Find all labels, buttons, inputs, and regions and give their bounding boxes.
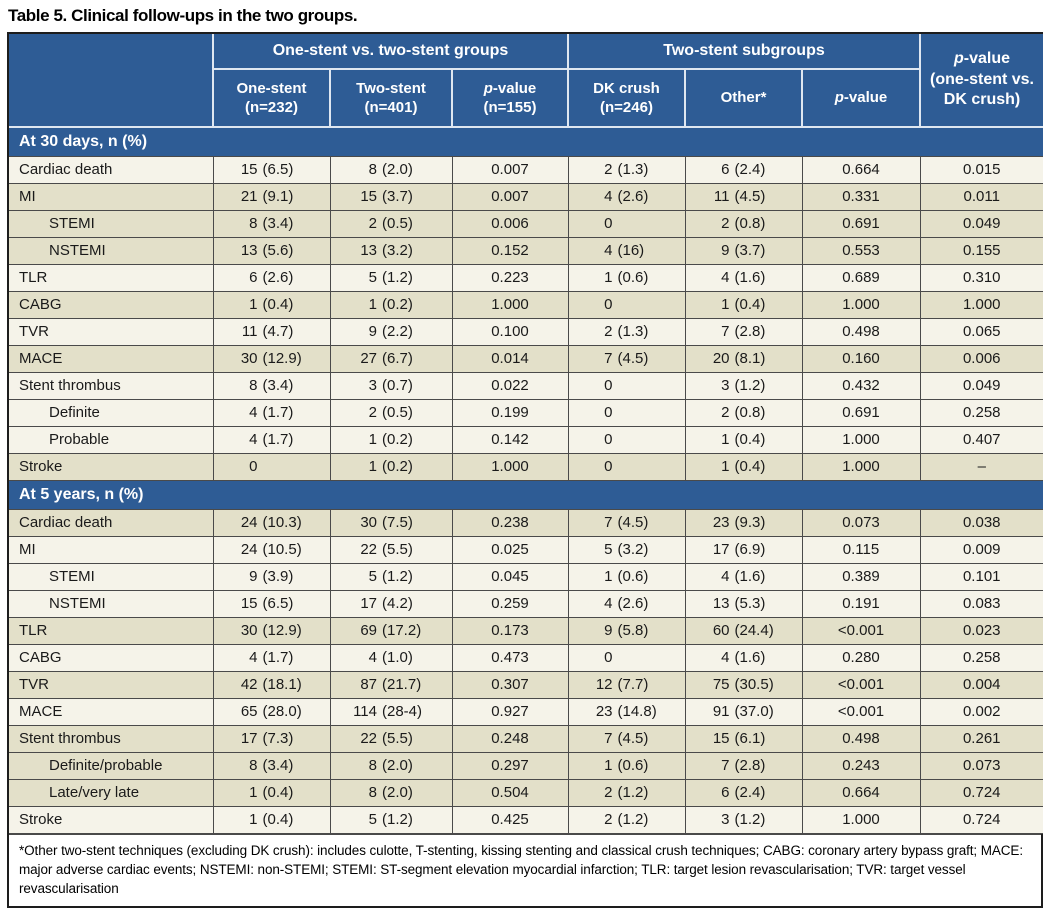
cell-dk-crush: 0: [568, 291, 685, 318]
cell-one-stent: 42 (18.1): [213, 671, 330, 698]
cell-two-stent: 69 (17.2): [330, 617, 452, 644]
pvalue-suffix: -value: [492, 79, 537, 97]
cell-pvalue-one-vs-dk: 0.009: [920, 536, 1043, 563]
cell-pvalue-one-vs-dk: 0.065: [920, 318, 1043, 345]
header-col-pvalue-subgroups: [802, 69, 920, 127]
pvalue-suffix: -value: [963, 49, 1011, 67]
row-label: Late/very late: [9, 779, 213, 806]
table-row: [9, 156, 1043, 183]
cell-other: 7 (2.8): [685, 318, 802, 345]
cell-two-stent: 30 (7.5): [330, 509, 452, 536]
cell-pvalue-groups: 0.927: [452, 698, 568, 725]
cell-pvalue-groups: 0.473: [452, 644, 568, 671]
cell-two-stent: 17 (4.2): [330, 590, 452, 617]
cell-pvalue-one-vs-dk: 0.049: [920, 372, 1043, 399]
cell-pvalue-one-vs-dk: 0.006: [920, 345, 1043, 372]
pvalue-suffix: -value: [843, 89, 888, 107]
cell-two-stent: 1 (0.2): [330, 426, 452, 453]
row-label: STEMI: [9, 210, 213, 237]
cell-one-stent: 8 (3.4): [213, 372, 330, 399]
cell-two-stent: 9 (2.2): [330, 318, 452, 345]
cell-one-stent: 9 (3.9): [213, 563, 330, 590]
row-label: Cardiac death: [9, 509, 213, 536]
row-label: TVR: [9, 318, 213, 345]
cell-two-stent: 15 (3.7): [330, 183, 452, 210]
cell-dk-crush: 0: [568, 644, 685, 671]
cell-dk-crush: 5 (3.2): [568, 536, 685, 563]
cell-one-stent: 24 (10.3): [213, 509, 330, 536]
cell-one-stent: 30 (12.9): [213, 345, 330, 372]
cell-pvalue-groups: 0.199: [452, 399, 568, 426]
cell-one-stent: 4 (1.7): [213, 399, 330, 426]
header-col-one-stent: One-stent (n=232): [213, 69, 330, 127]
cell-pvalue-groups: 0.142: [452, 426, 568, 453]
table-row: [9, 644, 1043, 671]
header-group-one-vs-two-stent: One-stent vs. two-stent groups: [213, 34, 568, 69]
cell-dk-crush: 12 (7.7): [568, 671, 685, 698]
row-label: Probable: [9, 426, 213, 453]
cell-dk-crush: 2 (1.2): [568, 806, 685, 833]
cell-pvalue-one-vs-dk: 0.724: [920, 779, 1043, 806]
cell-two-stent: 2 (0.5): [330, 210, 452, 237]
row-label: MACE: [9, 698, 213, 725]
cell-one-stent: 15 (6.5): [213, 156, 330, 183]
row-label: STEMI: [9, 563, 213, 590]
cell-pvalue-one-vs-dk: 1.000: [920, 291, 1043, 318]
pvalue-italic-p: p: [834, 89, 844, 107]
cell-other: 20 (8.1): [685, 345, 802, 372]
cell-two-stent: 22 (5.5): [330, 725, 452, 752]
cell-other: 3 (1.2): [685, 806, 802, 833]
cell-two-stent: 13 (3.2): [330, 237, 452, 264]
cell-dk-crush: 2 (1.3): [568, 156, 685, 183]
table-container: [7, 32, 1043, 908]
cell-pvalue-subgroups: 1.000: [802, 806, 920, 833]
cell-pvalue-one-vs-dk: 0.015: [920, 156, 1043, 183]
cell-other: 17 (6.9): [685, 536, 802, 563]
cell-pvalue-groups: 0.014: [452, 345, 568, 372]
cell-pvalue-subgroups: 0.243: [802, 752, 920, 779]
cell-two-stent: 5 (1.2): [330, 806, 452, 833]
cell-pvalue-subgroups: 0.432: [802, 372, 920, 399]
table-row: [9, 453, 1043, 480]
cell-one-stent: 65 (28.0): [213, 698, 330, 725]
table-row: [9, 806, 1043, 833]
table-row: [9, 318, 1043, 345]
pvalue-italic-p: p: [483, 79, 493, 97]
cell-pvalue-one-vs-dk: 0.038: [920, 509, 1043, 536]
table-row: [9, 671, 1043, 698]
cell-dk-crush: 0: [568, 399, 685, 426]
cell-pvalue-groups: 0.425: [452, 806, 568, 833]
table-row: [9, 291, 1043, 318]
row-label: TLR: [9, 264, 213, 291]
cell-one-stent: 21 (9.1): [213, 183, 330, 210]
cell-pvalue-subgroups: 0.664: [802, 156, 920, 183]
row-label: NSTEMI: [9, 590, 213, 617]
cell-one-stent: 1 (0.4): [213, 806, 330, 833]
cell-pvalue-groups: 0.006: [452, 210, 568, 237]
cell-pvalue-one-vs-dk: 0.004: [920, 671, 1043, 698]
table-body: [9, 127, 1043, 833]
cell-other: 4 (1.6): [685, 644, 802, 671]
cell-dk-crush: 0: [568, 210, 685, 237]
cell-pvalue-subgroups: 0.389: [802, 563, 920, 590]
header-col-pvalue-groups: p-value (n=155): [452, 69, 568, 127]
cell-dk-crush: 2 (1.2): [568, 779, 685, 806]
cell-other: 1 (0.4): [685, 426, 802, 453]
cell-pvalue-one-vs-dk: 0.073: [920, 752, 1043, 779]
cell-one-stent: 8 (3.4): [213, 210, 330, 237]
cell-two-stent: 1 (0.2): [330, 291, 452, 318]
row-label: Stent thrombus: [9, 372, 213, 399]
pvalue-italic-p: p: [953, 49, 964, 67]
cell-pvalue-subgroups: 0.191: [802, 590, 920, 617]
cell-two-stent: 3 (0.7): [330, 372, 452, 399]
cell-pvalue-subgroups: 0.553: [802, 237, 920, 264]
row-label: CABG: [9, 291, 213, 318]
cell-pvalue-one-vs-dk: 0.155: [920, 237, 1043, 264]
row-label: MACE: [9, 345, 213, 372]
cell-dk-crush: 0: [568, 372, 685, 399]
row-label: TVR: [9, 671, 213, 698]
cell-dk-crush: 1 (0.6): [568, 264, 685, 291]
cell-pvalue-groups: 0.022: [452, 372, 568, 399]
cell-two-stent: 8 (2.0): [330, 156, 452, 183]
cell-pvalue-groups: 0.152: [452, 237, 568, 264]
cell-pvalue-groups: 0.173: [452, 617, 568, 644]
row-label: MI: [9, 536, 213, 563]
row-label: Stroke: [9, 453, 213, 480]
cell-two-stent: 8 (2.0): [330, 752, 452, 779]
cell-pvalue-subgroups: 0.691: [802, 399, 920, 426]
cell-dk-crush: 23 (14.8): [568, 698, 685, 725]
cell-other: 15 (6.1): [685, 725, 802, 752]
cell-pvalue-subgroups: <0.001: [802, 671, 920, 698]
cell-two-stent: 22 (5.5): [330, 536, 452, 563]
cell-pvalue-one-vs-dk: 0.258: [920, 644, 1043, 671]
cell-dk-crush: 9 (5.8): [568, 617, 685, 644]
cell-one-stent: 15 (6.5): [213, 590, 330, 617]
table-row: [9, 183, 1043, 210]
cell-pvalue-subgroups: 0.664: [802, 779, 920, 806]
section-label: At 30 days, n (%): [9, 127, 1043, 156]
table-row: [9, 237, 1043, 264]
cell-other: 2 (0.8): [685, 399, 802, 426]
header-empty-corner-cell: [9, 34, 213, 127]
cell-other: 7 (2.8): [685, 752, 802, 779]
cell-dk-crush: 0: [568, 426, 685, 453]
cell-pvalue-one-vs-dk: 0.407: [920, 426, 1043, 453]
cell-pvalue-groups: 0.007: [452, 156, 568, 183]
cell-pvalue-groups: 0.007: [452, 183, 568, 210]
row-label: MI: [9, 183, 213, 210]
header-col-two-stent: Two-stent (n=401): [330, 69, 452, 127]
cell-two-stent: 2 (0.5): [330, 399, 452, 426]
cell-pvalue-subgroups: 0.160: [802, 345, 920, 372]
cell-pvalue-groups: 0.100: [452, 318, 568, 345]
cell-other: 11 (4.5): [685, 183, 802, 210]
cell-pvalue-subgroups: 0.280: [802, 644, 920, 671]
table-row: [9, 372, 1043, 399]
cell-dk-crush: 7 (4.5): [568, 345, 685, 372]
cell-pvalue-groups: 0.045: [452, 563, 568, 590]
cell-pvalue-groups: 0.504: [452, 779, 568, 806]
cell-pvalue-groups: 0.297: [452, 752, 568, 779]
cell-two-stent: 27 (6.7): [330, 345, 452, 372]
cell-dk-crush: 4 (2.6): [568, 590, 685, 617]
cell-two-stent: 5 (1.2): [330, 264, 452, 291]
cell-pvalue-subgroups: <0.001: [802, 698, 920, 725]
clinical-followups-table: [9, 34, 1043, 834]
cell-pvalue-subgroups: 0.498: [802, 725, 920, 752]
cell-other: 13 (5.3): [685, 590, 802, 617]
cell-dk-crush: 0: [568, 453, 685, 480]
cell-dk-crush: 7 (4.5): [568, 509, 685, 536]
cell-two-stent: 5 (1.2): [330, 563, 452, 590]
cell-two-stent: 1 (0.2): [330, 453, 452, 480]
cell-pvalue-subgroups: 0.073: [802, 509, 920, 536]
cell-pvalue-subgroups: 1.000: [802, 453, 920, 480]
cell-two-stent: 4 (1.0): [330, 644, 452, 671]
cell-pvalue-subgroups: 1.000: [802, 291, 920, 318]
cell-one-stent: 13 (5.6): [213, 237, 330, 264]
cell-other: 2 (0.8): [685, 210, 802, 237]
cell-two-stent: 114 (28-4): [330, 698, 452, 725]
cell-pvalue-one-vs-dk: 0.261: [920, 725, 1043, 752]
table-row: [9, 399, 1043, 426]
table-row: [9, 779, 1043, 806]
cell-dk-crush: 1 (0.6): [568, 752, 685, 779]
cell-pvalue-one-vs-dk: –: [920, 453, 1043, 480]
row-label: Stent thrombus: [9, 725, 213, 752]
cell-one-stent: 11 (4.7): [213, 318, 330, 345]
footnote: *Other two-stent techniques (excluding DK crush): includes culotte, T-stenting, kissing stenting and classical crush techniques; CABG: coronary artery bypass graft; MACE: major adverse cardiac events; NSTEMI: non-STEMI; STEMI: ST-segment elevation myocardial infarction; TLR: target lesion revascularisation; TVR: target vessel revascularisation: [9, 834, 1041, 906]
cell-one-stent: 17 (7.3): [213, 725, 330, 752]
table-row: [9, 509, 1043, 536]
table-row: [9, 210, 1043, 237]
cell-pvalue-groups: 0.248: [452, 725, 568, 752]
cell-other: 4 (1.6): [685, 563, 802, 590]
cell-other: 1 (0.4): [685, 291, 802, 318]
cell-pvalue-one-vs-dk: 0.101: [920, 563, 1043, 590]
cell-two-stent: 87 (21.7): [330, 671, 452, 698]
cell-other: 6 (2.4): [685, 156, 802, 183]
header-last-line2: (one-stent vs.: [929, 70, 1034, 88]
cell-other: 60 (24.4): [685, 617, 802, 644]
cell-dk-crush: 1 (0.6): [568, 563, 685, 590]
cell-other: 6 (2.4): [685, 779, 802, 806]
cell-pvalue-subgroups: 0.115: [802, 536, 920, 563]
cell-one-stent: 30 (12.9): [213, 617, 330, 644]
row-label: Definite: [9, 399, 213, 426]
cell-pvalue-one-vs-dk: 0.310: [920, 264, 1043, 291]
table-header: [9, 34, 1043, 127]
header-group-two-stent-subgroups: Two-stent subgroups: [568, 34, 920, 69]
cell-dk-crush: 4 (16): [568, 237, 685, 264]
cell-pvalue-groups: 0.307: [452, 671, 568, 698]
cell-one-stent: 6 (2.6): [213, 264, 330, 291]
cell-other: 1 (0.4): [685, 453, 802, 480]
header-last-line3: DK crush): [943, 91, 1021, 109]
cell-pvalue-one-vs-dk: 0.023: [920, 617, 1043, 644]
cell-pvalue-subgroups: 1.000: [802, 426, 920, 453]
cell-one-stent: 24 (10.5): [213, 536, 330, 563]
row-label: Stroke: [9, 806, 213, 833]
cell-one-stent: 4 (1.7): [213, 644, 330, 671]
table-row: [9, 563, 1043, 590]
cell-pvalue-groups: 1.000: [452, 453, 568, 480]
table-title: Table 5. Clinical follow-ups in the two groups.: [8, 6, 358, 25]
table-row: [9, 752, 1043, 779]
header-col-dk-crush: DK crush (n=246): [568, 69, 685, 127]
row-label: Cardiac death: [9, 156, 213, 183]
table-row: [9, 536, 1043, 563]
section-band: [9, 127, 1043, 156]
table-row: [9, 590, 1043, 617]
table-row: [9, 426, 1043, 453]
cell-other: 3 (1.2): [685, 372, 802, 399]
cell-pvalue-groups: 0.259: [452, 590, 568, 617]
row-label: TLR: [9, 617, 213, 644]
row-label: NSTEMI: [9, 237, 213, 264]
header-col-other: Other*: [685, 69, 802, 127]
cell-pvalue-subgroups: <0.001: [802, 617, 920, 644]
cell-pvalue-groups: 0.223: [452, 264, 568, 291]
cell-dk-crush: 7 (4.5): [568, 725, 685, 752]
cell-pvalue-one-vs-dk: 0.049: [920, 210, 1043, 237]
cell-one-stent: 8 (3.4): [213, 752, 330, 779]
cell-pvalue-subgroups: 0.331: [802, 183, 920, 210]
cell-pvalue-one-vs-dk: 0.083: [920, 590, 1043, 617]
table-row: [9, 264, 1043, 291]
cell-other: 9 (3.7): [685, 237, 802, 264]
cell-pvalue-groups: 0.238: [452, 509, 568, 536]
header-col-pvalue-one-vs-dk: [920, 34, 1043, 127]
row-label: CABG: [9, 644, 213, 671]
cell-two-stent: 8 (2.0): [330, 779, 452, 806]
cell-one-stent: 1 (0.4): [213, 291, 330, 318]
cell-pvalue-one-vs-dk: 0.724: [920, 806, 1043, 833]
table-row: [9, 617, 1043, 644]
cell-other: 4 (1.6): [685, 264, 802, 291]
cell-pvalue-subgroups: 0.498: [802, 318, 920, 345]
section-label: At 5 years, n (%): [9, 480, 1043, 509]
cell-pvalue-one-vs-dk: 0.002: [920, 698, 1043, 725]
cell-pvalue-one-vs-dk: 0.011: [920, 183, 1043, 210]
section-band: [9, 480, 1043, 509]
cell-pvalue-groups: 1.000: [452, 291, 568, 318]
page: [0, 6, 1057, 908]
cell-other: 91 (37.0): [685, 698, 802, 725]
cell-pvalue-subgroups: 0.691: [802, 210, 920, 237]
cell-dk-crush: 2 (1.3): [568, 318, 685, 345]
table-row: [9, 725, 1043, 752]
table-row: [9, 698, 1043, 725]
cell-dk-crush: 4 (2.6): [568, 183, 685, 210]
cell-pvalue-one-vs-dk: 0.258: [920, 399, 1043, 426]
cell-one-stent: 1 (0.4): [213, 779, 330, 806]
cell-pvalue-subgroups: 0.689: [802, 264, 920, 291]
cell-one-stent: 4 (1.7): [213, 426, 330, 453]
cell-one-stent: 0: [213, 453, 330, 480]
row-label: Definite/probable: [9, 752, 213, 779]
table-row: [9, 345, 1043, 372]
cell-other: 23 (9.3): [685, 509, 802, 536]
cell-other: 75 (30.5): [685, 671, 802, 698]
cell-pvalue-groups: 0.025: [452, 536, 568, 563]
